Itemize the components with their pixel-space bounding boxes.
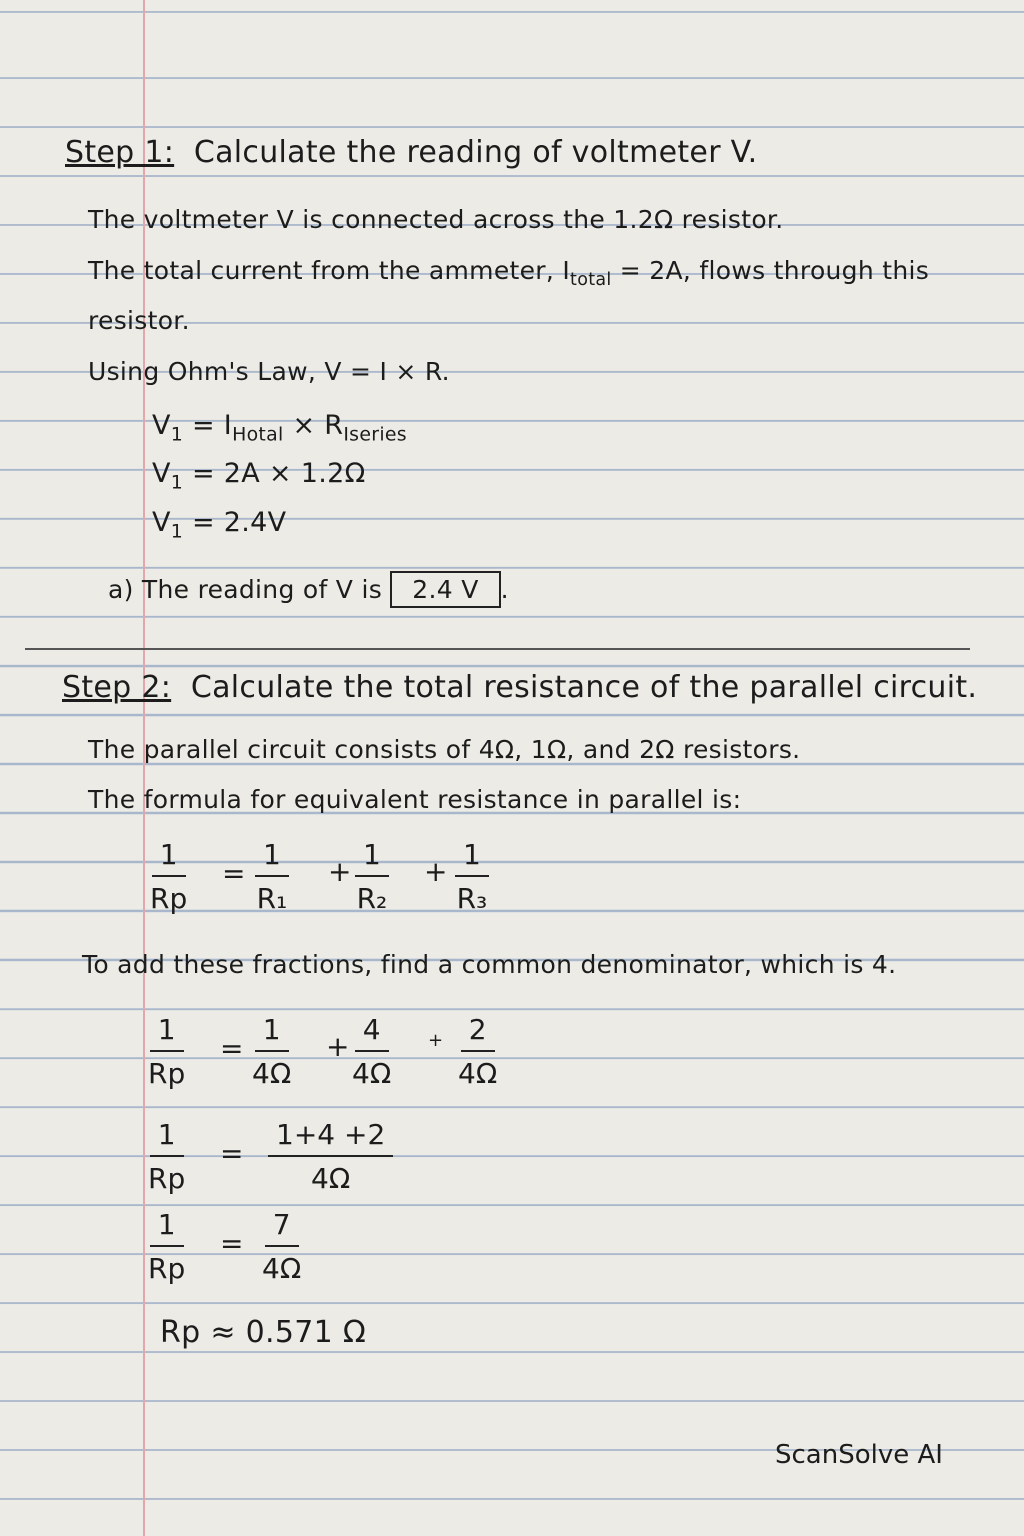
equation-3: $V_1 = 2.4V$: [152, 507, 287, 543]
step1-line2: The total current from the ammeter, $I_{total} = 2A$, flows through this: [88, 256, 930, 290]
equals-sign: =: [220, 1227, 244, 1260]
fraction-result: $\frac{7}{4\Omega}$: [262, 1205, 301, 1291]
equals-sign: =: [220, 1137, 244, 1170]
step1-line4: Using Ohm's Law, V = I × R.: [88, 357, 450, 386]
step2-line3: To add these fractions, find a common denominator, which is 4.: [82, 950, 897, 979]
step1-answer: a) The reading of V is 2.4 V .: [108, 575, 509, 604]
fraction-term3: $\frac{2}{4\Omega}$: [458, 1010, 497, 1096]
plus-sign: +: [326, 1030, 350, 1063]
answer-box: 2.4 V: [390, 571, 500, 608]
equation-2: $V_1 = 2A \times 1.2\Omega$: [152, 458, 366, 494]
fraction-r3: $\frac{1}{\text{R₃}}$: [455, 835, 489, 921]
fraction-term2: $\frac{4}{4\Omega}$: [352, 1010, 391, 1096]
fraction-lhs: $\frac{1}{Rp}$: [150, 835, 187, 921]
step1-line1: The voltmeter V is connected across the 1.2Ω resistor.: [88, 205, 784, 234]
step2-line1: The parallel circuit consists of 4Ω, 1Ω, and 2Ω resistors.: [88, 735, 801, 764]
equals-sign: =: [222, 857, 246, 890]
fraction-sum: $\frac{1+4 +2}{4\Omega}$: [268, 1115, 393, 1201]
equals-sign: =: [220, 1032, 244, 1065]
step2-heading: Step 2: Calculate the total resistance of the parallel circuit.: [62, 670, 978, 705]
fraction-lhs: $\frac{1}{Rp}$: [148, 1010, 185, 1096]
fraction-lhs: $\frac{1}{Rp}$: [148, 1115, 185, 1201]
equation-1: $V_1 = I_{Hotal} \times R_{Iseries}$: [152, 410, 407, 446]
plus-sign: +: [428, 1030, 444, 1051]
fraction-term1: $\frac{1}{4\Omega}$: [252, 1010, 291, 1096]
fraction-r1: $\frac{1}{\text{R₁}}$: [255, 835, 289, 921]
step1-line3: resistor.: [88, 306, 190, 335]
plus-sign: +: [424, 855, 448, 888]
plus-sign: +: [328, 855, 352, 888]
final-result: Rp ≈ 0.571 Ω: [160, 1315, 367, 1350]
step1-heading: Step 1: Calculate the reading of voltmeter V.: [65, 135, 758, 170]
section-divider: [25, 648, 970, 650]
fraction-r2: $\frac{1}{\text{R₂}}$: [355, 835, 389, 921]
step2-line2: The formula for equivalent resistance in parallel is:: [88, 785, 742, 814]
brand-watermark: ScanSolve AI: [775, 1440, 943, 1470]
fraction-lhs: $\frac{1}{Rp}$: [148, 1205, 185, 1291]
